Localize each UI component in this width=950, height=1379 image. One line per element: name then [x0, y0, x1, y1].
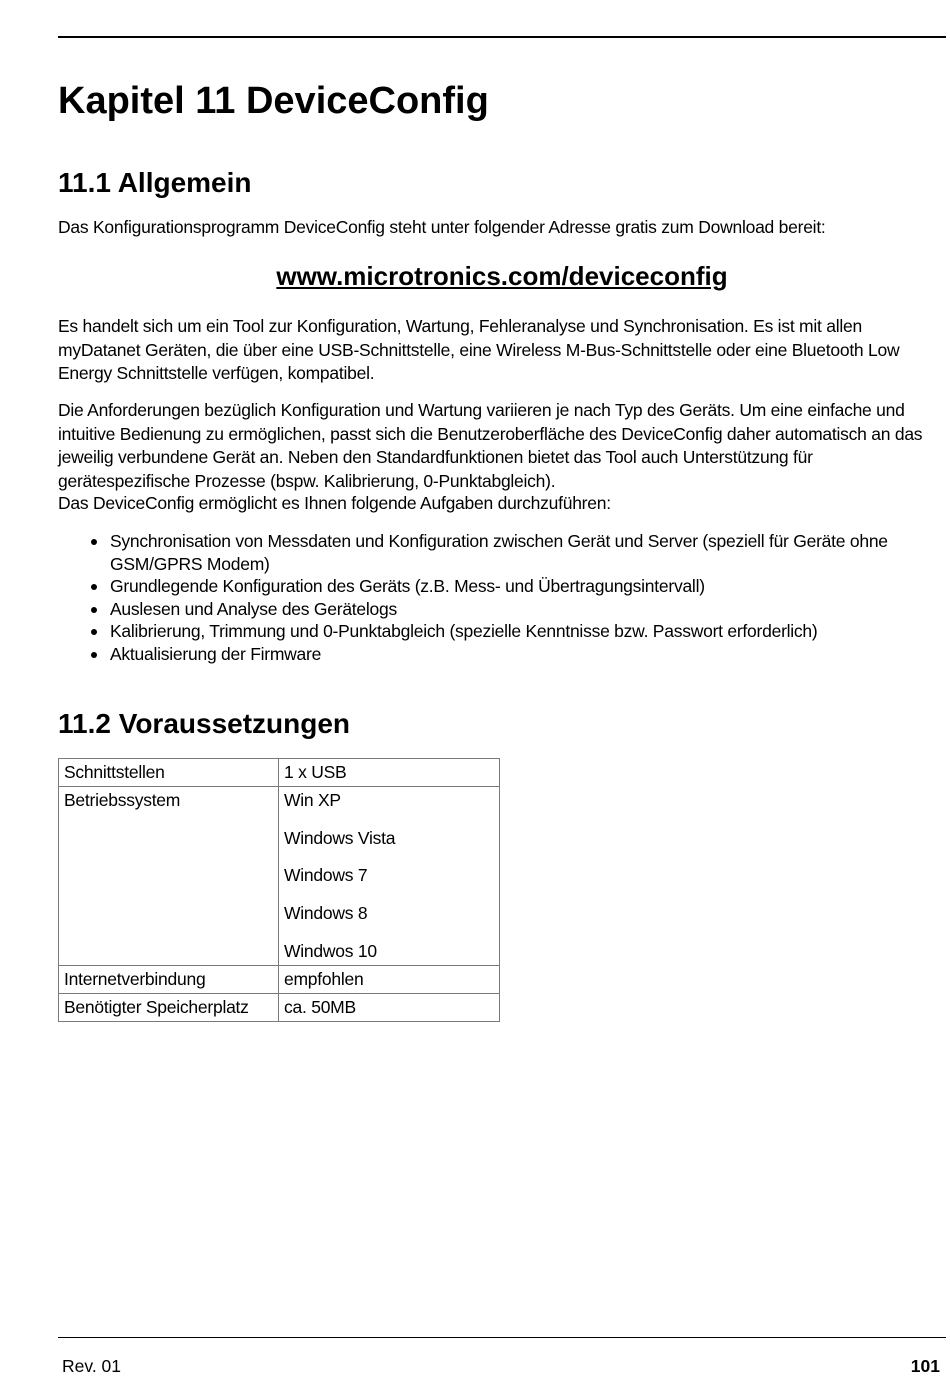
- os-entry: Windows 7: [284, 865, 368, 886]
- intro-paragraph: Das Konfigurationsprogramm DeviceConfig steht unter folgender Adresse gratis zum Download bereit:: [58, 217, 826, 237]
- download-url-link[interactable]: www.microtronics.com/deviceconfig: [276, 261, 728, 291]
- table-row: [59, 993, 500, 1021]
- table-cell-value: empfohlen: [279, 965, 500, 993]
- requirements-paragraph: Die Anforderungen bezüglich Konfiguration und Wartung variieren je nach Typ des Geräts. Um eine einfache und intuitive Bedienung zu ermöglichen, passt sich die Benutzeroberfläche des DeviceConfig daher automatisch an das jeweilig verbundene Gerät an. Neben den Standardfunktionen bietet das Tool auch Unterstützung für gerätespezifische Prozesse (bspw. Kalibrierung, 0-Punktabgleich).: [58, 400, 923, 491]
- section-title-voraussetzungen: 11.2 Voraussetzungen: [58, 708, 351, 739]
- table-row: [59, 759, 500, 787]
- requirements-table: [58, 758, 500, 1022]
- os-entry: Windows 8: [284, 903, 368, 924]
- task-list-item: Kalibrierung, Trimmung und 0-Punktabgleich (spezielle Kenntnisse bzw. Passwort erforderlich): [58, 620, 946, 643]
- table-row: [59, 965, 500, 993]
- footer-revision: Rev. 01: [62, 1356, 122, 1376]
- tool-description-paragraph: Es handelt sich um ein Tool zur Konfiguration, Wartung, Fehleranalyse und Synchronisation. Es ist mit allen myDatanet Geräten, die über eine USB-Schnittstelle, eine Wireless M-Bus-Schnittstelle oder eine Bluetooth Low Energy Schnittstelle verfügen, kompatibel.: [58, 316, 900, 383]
- task-list: [58, 530, 946, 665]
- chapter-title: Kapitel 11 DeviceConfig: [58, 80, 489, 122]
- task-list-item: Auslesen und Analyse des Gerätelogs: [58, 598, 946, 621]
- task-list-item: Aktualisierung der Firmware: [58, 643, 946, 666]
- os-entry: Windwos 10: [284, 940, 377, 961]
- header-rule: [58, 36, 946, 38]
- table-cell-value: ca. 50MB: [279, 993, 500, 1021]
- os-entry: Windows Vista: [284, 827, 396, 848]
- table-cell-label: Betriebssystem: [59, 787, 279, 966]
- table-row: [59, 787, 500, 966]
- table-cell-label: Internetverbindung: [59, 965, 279, 993]
- table-cell-label: Benötigter Speicherplatz: [59, 993, 279, 1021]
- table-cell-value-os: [279, 787, 500, 966]
- os-entry: Win XP: [284, 790, 341, 810]
- section-title-allgemein: 11.1 Allgemein: [58, 167, 252, 198]
- task-list-item: Grundlegende Konfiguration des Geräts (z.B. Mess- und Übertragungsintervall): [58, 575, 946, 598]
- table-cell-label: Schnittstellen: [59, 759, 279, 787]
- table-cell-value: 1 x USB: [279, 759, 500, 787]
- task-list-item: Synchronisation von Messdaten und Konfiguration zwischen Gerät und Server (speziell für Geräte ohne GSM/GPRS Modem): [58, 530, 946, 575]
- footer-page-number: 101: [910, 1356, 940, 1376]
- tasks-intro-paragraph: Das DeviceConfig ermöglicht es Ihnen folgende Aufgaben durchzuführen:: [58, 493, 611, 513]
- footer-rule: [58, 1337, 946, 1338]
